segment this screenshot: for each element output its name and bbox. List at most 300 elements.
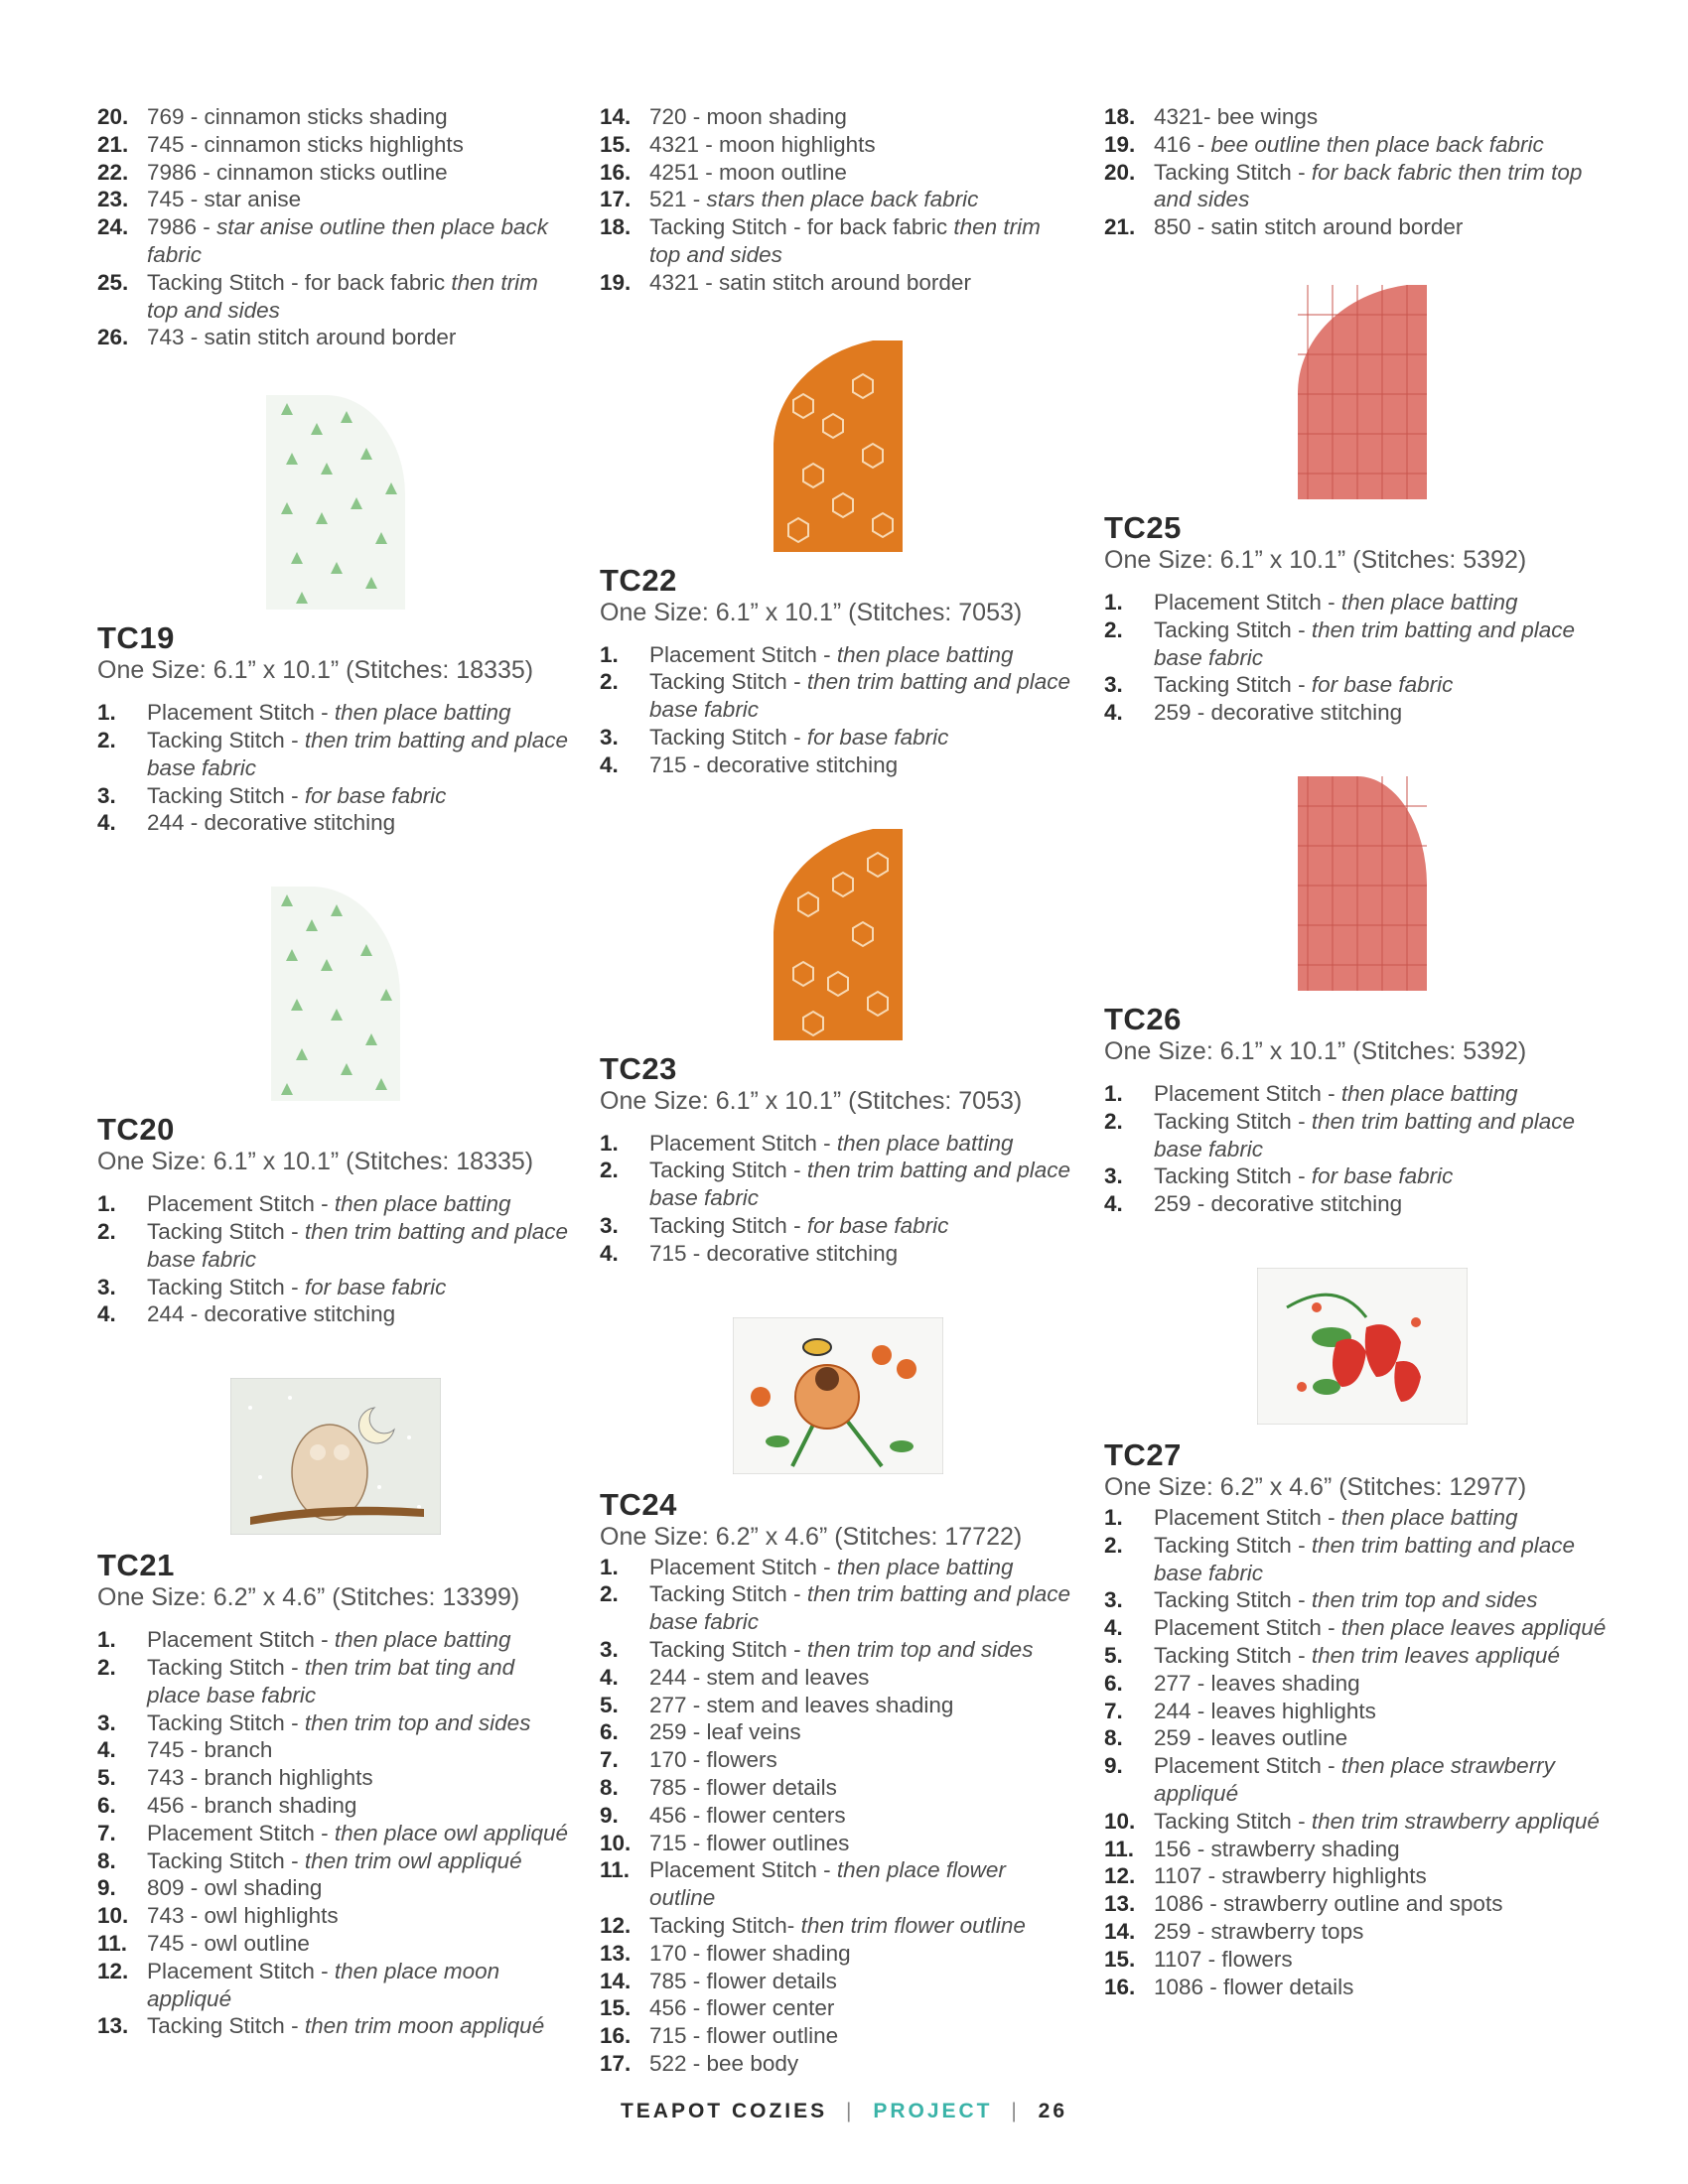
- tc27-steps: [1104, 1504, 1620, 2000]
- step-text: 715 - flower outline: [649, 2023, 839, 2049]
- step-number: 3.: [600, 1212, 619, 1238]
- tc27-title: TC27: [1104, 1436, 1182, 1472]
- step-note: then trim batting and place base fabric: [649, 669, 1070, 723]
- list-item: [600, 213, 1076, 269]
- step-number: 10.: [600, 1830, 632, 1855]
- step-text: 277 - stem and leaves shading: [649, 1692, 954, 1717]
- step-text: 745 - branch: [147, 1737, 273, 1763]
- step-text: Placement Stitch -: [649, 1857, 837, 1883]
- step-text: Placement Stitch -: [147, 1191, 335, 1217]
- step-number: 17.: [600, 187, 632, 212]
- list-item: [600, 1240, 1076, 1268]
- list-item: [97, 1736, 574, 1764]
- list-item: [1104, 699, 1620, 727]
- tc23-title: TC23: [600, 1050, 677, 1086]
- step-text: Tacking Stitch -: [1154, 1808, 1312, 1834]
- step-number: 20.: [97, 104, 129, 129]
- step-number: 4.: [600, 1240, 619, 1266]
- step-note: stars then place back fabric: [706, 187, 979, 212]
- step-number: 24.: [97, 214, 129, 240]
- step-number: 4.: [1104, 700, 1123, 726]
- step-note: then place batting: [334, 700, 511, 726]
- list-item: [1104, 1974, 1620, 2001]
- list-item: [1104, 1614, 1620, 1642]
- tc25-size: One Size: 6.1” x 10.1” (Stitches: 5392): [1104, 545, 1527, 574]
- step-text: Tacking Stitch -: [1154, 616, 1312, 642]
- step-text: Placement Stitch -: [1154, 1080, 1341, 1106]
- step-note: then place moon appliqué: [147, 1958, 500, 2011]
- list-item: [97, 1930, 574, 1958]
- tc24-flower-image: [733, 1317, 943, 1474]
- list-item: [97, 782, 574, 810]
- step-number: 1.: [600, 1554, 619, 1579]
- list-item: [1104, 1504, 1620, 1532]
- step-number: 7.: [97, 1820, 116, 1845]
- step-number: 2.: [1104, 616, 1123, 642]
- step-number: 17.: [600, 2050, 632, 2076]
- step-number: 2.: [1104, 1532, 1123, 1558]
- list-item: [1104, 616, 1620, 672]
- step-note: then trim strawberry appliqué: [1311, 1808, 1600, 1834]
- list-item: [600, 1157, 1076, 1212]
- step-number: 26.: [97, 325, 129, 350]
- step-number: 4.: [97, 1737, 116, 1763]
- list-item: [600, 1856, 1076, 1912]
- step-number: 4.: [97, 810, 116, 836]
- step-number: 1.: [600, 1130, 619, 1156]
- list-item: [97, 1958, 574, 2013]
- step-note: then trim moon appliqué: [304, 2013, 545, 2039]
- step-note: then place batting: [334, 1191, 511, 1217]
- list-item: [1104, 1808, 1620, 1836]
- step-text: 769 - cinnamon sticks shading: [147, 104, 448, 129]
- step-text: Placement Stitch -: [147, 1820, 335, 1845]
- step-number: 6.: [1104, 1670, 1123, 1696]
- step-text: Placement Stitch -: [649, 641, 837, 667]
- step-text: 745 - owl outline: [147, 1930, 310, 1956]
- step-text: Tacking Stitch - for back fabric: [649, 214, 954, 240]
- step-text: 7986 -: [147, 214, 217, 240]
- step-text: Placement Stitch -: [147, 1627, 335, 1653]
- step-text: 4321 - moon highlights: [649, 131, 876, 157]
- list-item: [1104, 1642, 1620, 1670]
- step-number: 15.: [600, 1995, 632, 2021]
- step-text: 170 - flower shading: [649, 1940, 851, 1966]
- tc22-title: TC22: [600, 562, 677, 598]
- step-text: 416 -: [1154, 131, 1211, 157]
- step-number: 19.: [600, 269, 632, 295]
- step-note: then place batting: [836, 641, 1014, 667]
- step-text: 715 - decorative stitching: [649, 1240, 899, 1266]
- step-number: 12.: [97, 1958, 129, 1983]
- step-text: 4251 - moon outline: [649, 159, 847, 185]
- step-number: 14.: [600, 104, 632, 129]
- step-number: 1.: [1104, 1504, 1123, 1530]
- step-text: Tacking Stitch -: [147, 1218, 305, 1244]
- footer-project: PROJECT: [873, 2100, 993, 2122]
- tc21-size: One Size: 6.2” x 4.6” (Stitches: 13399): [97, 1583, 520, 1612]
- step-text: Placement Stitch -: [1154, 1615, 1341, 1641]
- step-number: 3.: [1104, 672, 1123, 698]
- step-note: for base fabric: [806, 724, 949, 750]
- tc24-size: One Size: 6.2” x 4.6” (Stitches: 17722): [600, 1522, 1023, 1551]
- list-item: [600, 724, 1076, 751]
- step-number: 10.: [97, 1903, 129, 1929]
- step-number: 10.: [1104, 1808, 1136, 1834]
- step-text: 259 - decorative stitching: [1154, 700, 1403, 726]
- list-item: [1104, 1946, 1620, 1974]
- list-item: [600, 1554, 1076, 1581]
- list-item: [600, 186, 1076, 213]
- step-note: then trim batting and place base fabric: [649, 1158, 1070, 1211]
- step-text: 4321- bee wings: [1154, 104, 1319, 129]
- step-number: 6.: [600, 1719, 619, 1745]
- list-item: [600, 131, 1076, 159]
- step-note: then trim top and sides: [304, 1709, 531, 1735]
- list-item: [97, 1300, 574, 1328]
- step-text: Tacking Stitch -: [1154, 1163, 1312, 1189]
- step-text: 170 - flowers: [649, 1747, 777, 1773]
- step-number: 4.: [1104, 1191, 1123, 1217]
- list-item: [600, 1774, 1076, 1802]
- footer-title: TEAPOT COZIES: [620, 2100, 828, 2122]
- tc21-steps: [97, 1626, 574, 2040]
- step-text: 456 - branch shading: [147, 1792, 357, 1818]
- step-text: Tacking Stitch -: [147, 1274, 305, 1299]
- tc21-title: TC21: [97, 1548, 175, 1583]
- step-number: 7.: [600, 1747, 619, 1773]
- step-number: 13.: [1104, 1891, 1136, 1917]
- step-text: Tacking Stitch -: [1154, 1642, 1312, 1668]
- step-note: then trim bat ting and place base fabric: [147, 1654, 515, 1707]
- step-number: 4.: [600, 751, 619, 777]
- step-text: Placement Stitch -: [649, 1554, 837, 1579]
- step-text: Tacking Stitch -: [147, 2013, 305, 2039]
- tc27-strawberry-image: [1257, 1268, 1468, 1425]
- step-text: 743 - branch highlights: [147, 1765, 373, 1791]
- column-3: [1104, 103, 1620, 2000]
- step-note: for base fabric: [304, 1274, 447, 1299]
- list-item: [1104, 1890, 1620, 1918]
- step-note: then place batting: [836, 1130, 1014, 1156]
- step-number: 16.: [1104, 1974, 1136, 1999]
- step-note: then place batting: [334, 1627, 511, 1653]
- step-text: 809 - owl shading: [147, 1875, 323, 1901]
- step-number: 5.: [97, 1765, 116, 1791]
- step-list: [97, 103, 574, 351]
- list-item: [1104, 1162, 1620, 1190]
- step-number: 3.: [1104, 1587, 1123, 1613]
- step-text: Placement Stitch -: [1154, 1504, 1341, 1530]
- step-number: 13.: [600, 1940, 632, 1966]
- list-item: [600, 2050, 1076, 2078]
- tc22-steps: [600, 641, 1076, 779]
- list-item: [1104, 1080, 1620, 1108]
- step-number: 2.: [600, 1581, 619, 1607]
- list-item: [97, 2012, 574, 2040]
- step-number: 1.: [1104, 589, 1123, 614]
- step-number: 11.: [97, 1930, 128, 1956]
- list-item: [600, 1830, 1076, 1857]
- list-item: [1104, 589, 1620, 616]
- step-number: 18.: [600, 214, 632, 240]
- list-item: [600, 1746, 1076, 1774]
- list-item: [97, 1847, 574, 1875]
- list-item: [97, 1274, 574, 1301]
- step-note: then trim top and sides: [147, 269, 538, 323]
- step-text: Tacking Stitch -: [1154, 672, 1312, 698]
- step-note: then trim top and sides: [1311, 1587, 1538, 1613]
- step-number: 14.: [1104, 1918, 1136, 1944]
- step-number: 18.: [1104, 104, 1136, 129]
- step-number: 2.: [600, 669, 619, 695]
- list-item: [1104, 159, 1620, 214]
- list-item: [600, 1940, 1076, 1968]
- step-note: then trim batting and place base fabric: [1154, 1532, 1575, 1585]
- step-number: 19.: [1104, 131, 1136, 157]
- list-item: [1104, 103, 1620, 131]
- tc23-steps: [600, 1130, 1076, 1268]
- list-item: [600, 159, 1076, 187]
- step-number: 1.: [600, 641, 619, 667]
- step-text: 1107 - strawberry highlights: [1154, 1863, 1427, 1889]
- step-text: 259 - strawberry tops: [1154, 1918, 1364, 1944]
- list-item: [97, 1218, 574, 1274]
- step-text: Tacking Stitch -: [1154, 159, 1312, 185]
- list-item: [600, 751, 1076, 779]
- step-note: then place batting: [1340, 589, 1518, 614]
- tc22-size: One Size: 6.1” x 10.1” (Stitches: 7053): [600, 598, 1023, 626]
- step-number: 8.: [97, 1847, 116, 1873]
- step-text: Tacking Stitch -: [649, 724, 807, 750]
- tc24-title: TC24: [600, 1486, 677, 1522]
- step-number: 15.: [600, 131, 632, 157]
- list-item: [600, 1968, 1076, 1995]
- step-number: 7.: [1104, 1698, 1123, 1723]
- step-number: 4.: [600, 1664, 619, 1690]
- step-text: 244 - leaves highlights: [1154, 1698, 1376, 1723]
- list-item: [1104, 213, 1620, 241]
- step-text: 1107 - flowers: [1154, 1946, 1293, 1972]
- step-note: then trim batting and place base fabric: [147, 1218, 568, 1272]
- step-number: 21.: [1104, 214, 1136, 240]
- list-item: [600, 1212, 1076, 1240]
- step-note: for base fabric: [1311, 1163, 1454, 1189]
- list-item: [1104, 1586, 1620, 1614]
- step-text: 715 - decorative stitching: [649, 751, 899, 777]
- step-text: 156 - strawberry shading: [1154, 1836, 1400, 1861]
- step-number: 3.: [97, 1274, 116, 1299]
- step-note: then trim batting and place base fabric: [1154, 616, 1575, 670]
- step-number: 15.: [1104, 1946, 1136, 1972]
- tc25-title: TC25: [1104, 509, 1182, 545]
- page-number: 26: [1038, 2100, 1068, 2122]
- list-item: [600, 1718, 1076, 1746]
- step-text: Placement Stitch -: [147, 700, 335, 726]
- step-list: [1104, 103, 1620, 241]
- list-item: [600, 1664, 1076, 1692]
- tc26-steps: [1104, 1080, 1620, 1218]
- list-item: [1104, 131, 1620, 159]
- step-number: 8.: [1104, 1725, 1123, 1751]
- step-note: for base fabric: [1311, 672, 1454, 698]
- column-2: [600, 103, 1076, 2078]
- step-text: Tacking Stitch -: [147, 1709, 305, 1735]
- footer-separator: |: [1011, 2100, 1020, 2122]
- step-text: 1086 - flower details: [1154, 1974, 1354, 1999]
- step-number: 2.: [97, 1218, 116, 1244]
- step-number: 3.: [1104, 1163, 1123, 1189]
- step-text: Placement Stitch -: [649, 1130, 837, 1156]
- step-text: Tacking Stitch -: [147, 782, 305, 808]
- step-number: 21.: [97, 131, 129, 157]
- list-item: [97, 1626, 574, 1654]
- step-note: then trim owl appliqué: [304, 1847, 522, 1873]
- step-note: then place leaves appliqué: [1340, 1615, 1607, 1641]
- step-text: 785 - flower details: [649, 1774, 837, 1800]
- step-note: for base fabric: [304, 782, 447, 808]
- step-note: then place batting: [836, 1554, 1014, 1579]
- step-number: 16.: [600, 159, 632, 185]
- tc27-size: One Size: 6.2” x 4.6” (Stitches: 12977): [1104, 1472, 1527, 1501]
- step-note: then trim top and sides: [649, 214, 1041, 267]
- list-item: [97, 1654, 574, 1709]
- step-text: 7986 - cinnamon sticks outline: [147, 159, 448, 185]
- step-number: 9.: [600, 1802, 619, 1828]
- list-item: [600, 1130, 1076, 1158]
- list-item: [1104, 1670, 1620, 1698]
- step-number: 1.: [97, 1191, 116, 1217]
- step-text: 244 - decorative stitching: [147, 1301, 396, 1327]
- step-number: 1.: [97, 700, 116, 726]
- step-text: 456 - flower centers: [649, 1802, 846, 1828]
- list-item: [1104, 1918, 1620, 1946]
- step-text: Tacking Stitch - for back fabric: [147, 269, 452, 295]
- footer-separator: |: [846, 2100, 855, 2122]
- list-item: [97, 186, 574, 213]
- step-text: Tacking Stitch -: [147, 727, 305, 752]
- step-number: 3.: [600, 1636, 619, 1662]
- step-text: Tacking Stitch -: [1154, 1532, 1312, 1558]
- step-note: then trim batting and place base fabric: [147, 727, 568, 780]
- list-item: [1104, 1836, 1620, 1863]
- step-number: 3.: [97, 782, 116, 808]
- step-number: 4.: [1104, 1615, 1123, 1641]
- list-item: [600, 1802, 1076, 1830]
- step-text: 277 - leaves shading: [1154, 1670, 1360, 1696]
- step-note: bee outline then place back fabric: [1210, 131, 1544, 157]
- tc26-title: TC26: [1104, 1001, 1182, 1036]
- list-item: [97, 809, 574, 837]
- list-item: [97, 1792, 574, 1820]
- step-number: 25.: [97, 269, 129, 295]
- tc19-fabric-image: [266, 395, 405, 610]
- list-item: [600, 668, 1076, 724]
- step-text: Tacking Stitch -: [649, 1212, 807, 1238]
- step-text: 522 - bee body: [649, 2050, 799, 2076]
- step-text: Tacking Stitch -: [649, 669, 807, 695]
- tc23-size: One Size: 6.1” x 10.1” (Stitches: 7053): [600, 1086, 1023, 1115]
- step-number: 3.: [600, 724, 619, 750]
- list-item: [97, 1190, 574, 1218]
- list-item: [97, 727, 574, 782]
- tc19-title: TC19: [97, 620, 175, 656]
- step-note: then place batting: [1340, 1504, 1518, 1530]
- step-text: 743 - satin stitch around border: [147, 325, 457, 350]
- list-item: [97, 103, 574, 131]
- step-note: then trim batting and place base fabric: [649, 1581, 1070, 1635]
- step-text: Tacking Stitch -: [147, 1654, 305, 1680]
- step-list: [600, 103, 1076, 297]
- step-number: 1.: [97, 1627, 116, 1653]
- step-note: then place strawberry appliqué: [1154, 1753, 1555, 1806]
- step-text: Tacking Stitch -: [147, 1847, 305, 1873]
- page-footer: [0, 2100, 1688, 2123]
- tc24-steps: [600, 1554, 1076, 2078]
- tc26-fabric-image: [1298, 776, 1427, 991]
- step-text: Placement Stitch -: [147, 1958, 335, 1983]
- step-text: 745 - star anise: [147, 187, 302, 212]
- list-item: [600, 1692, 1076, 1719]
- step-number: 3.: [97, 1709, 116, 1735]
- step-number: 12.: [1104, 1863, 1136, 1889]
- list-item: [600, 1912, 1076, 1940]
- step-number: 11.: [600, 1857, 631, 1883]
- step-number: 2.: [97, 1654, 116, 1680]
- step-text: Tacking Stitch-: [649, 1912, 801, 1938]
- tc22-fabric-image: [774, 341, 903, 552]
- tc19-steps: [97, 699, 574, 837]
- step-number: 6.: [97, 1792, 116, 1818]
- step-text: 785 - flower details: [649, 1968, 837, 1993]
- step-number: 11.: [1104, 1836, 1135, 1861]
- list-item: [1104, 1108, 1620, 1163]
- tc25-fabric-image: [1298, 285, 1427, 499]
- list-item: [600, 1994, 1076, 2022]
- step-number: 14.: [600, 1968, 632, 1993]
- tc20-size: One Size: 6.1” x 10.1” (Stitches: 18335): [97, 1148, 534, 1176]
- list-item: [97, 324, 574, 351]
- step-text: Placement Stitch -: [1154, 589, 1341, 614]
- tc21-owl-image: [230, 1378, 441, 1535]
- step-number: 9.: [97, 1875, 116, 1901]
- list-item: [97, 131, 574, 159]
- step-number: 22.: [97, 159, 129, 185]
- list-item: [97, 213, 574, 269]
- step-note: then trim batting and place base fabric: [1154, 1108, 1575, 1161]
- tc23-fabric-image: [774, 829, 903, 1040]
- list-item: [600, 103, 1076, 131]
- step-text: Tacking Stitch -: [1154, 1587, 1312, 1613]
- step-number: 12.: [600, 1912, 632, 1938]
- step-note: then place flower outline: [649, 1857, 1006, 1911]
- step-note: then place owl appliqué: [334, 1820, 569, 1845]
- step-text: 259 - leaf veins: [649, 1719, 801, 1745]
- list-item: [1104, 1752, 1620, 1808]
- step-note: for back fabric then trim top and sides: [1154, 159, 1583, 212]
- step-number: 13.: [97, 2013, 129, 2039]
- list-item: [1104, 1532, 1620, 1587]
- list-item: [1104, 1862, 1620, 1890]
- tc20-steps: [97, 1190, 574, 1328]
- list-item: [1104, 671, 1620, 699]
- list-item: [600, 269, 1076, 297]
- step-text: Placement Stitch -: [1154, 1753, 1341, 1779]
- list-item: [1104, 1698, 1620, 1725]
- step-note: for base fabric: [806, 1212, 949, 1238]
- step-text: 850 - satin stitch around border: [1154, 214, 1464, 240]
- step-text: 244 - stem and leaves: [649, 1664, 870, 1690]
